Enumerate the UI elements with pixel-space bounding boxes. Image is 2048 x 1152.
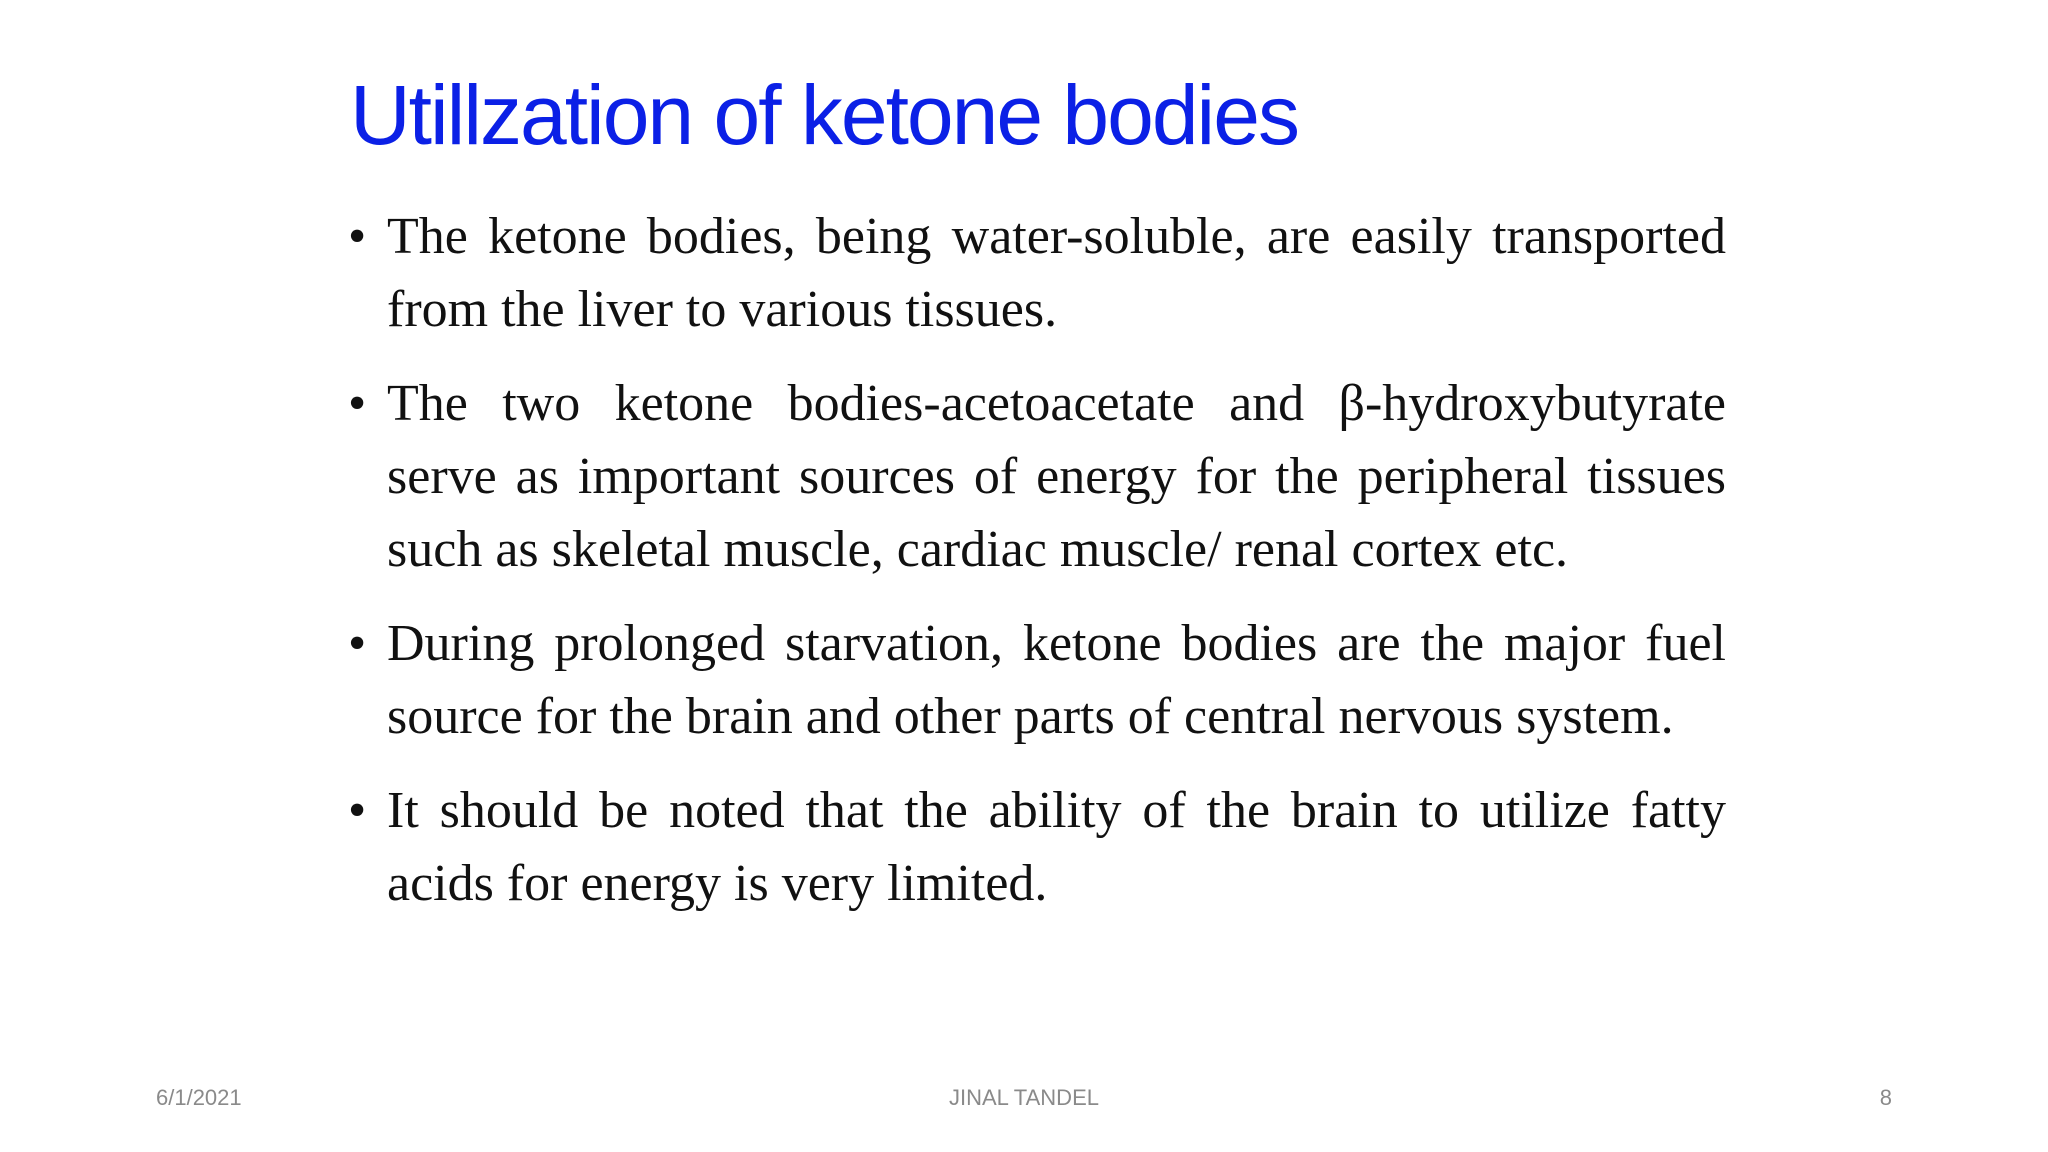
bullet-text: The ketone bodies, being water-soluble, are easily transported from the liver to various tissues. — [387, 208, 1726, 338]
slide-title: Utillzation of ketone bodies — [350, 68, 1298, 162]
bullet-icon: • — [348, 208, 367, 265]
bullet-item — [348, 774, 1726, 920]
bullet-text: It should be noted that the ability of the brain to utilize fatty acids for energy is very limited. — [387, 782, 1726, 912]
bullet-item — [348, 200, 1726, 346]
footer-author: JINAL TANDEL — [949, 1085, 1099, 1110]
footer-date: 6/1/2021 — [156, 1085, 242, 1110]
bullet-text: The two ketone bodies-acetoacetate and β-hydroxybutyrate serve as important sources of energy for the peripheral tissues such as skeletal muscle, cardiac muscle/ renal cortex etc. — [387, 375, 1726, 578]
bullet-icon: • — [348, 375, 367, 432]
bullet-list — [348, 200, 1726, 941]
bullet-text: During prolonged starvation, ketone bodies are the major fuel source for the brain and other parts of central nervous system. — [387, 615, 1726, 745]
bullet-item — [348, 367, 1726, 586]
bullet-item — [348, 607, 1726, 753]
bullet-icon: • — [348, 615, 367, 672]
footer-page-number: 8 — [1879, 1085, 1892, 1110]
bullet-icon: • — [348, 782, 367, 839]
